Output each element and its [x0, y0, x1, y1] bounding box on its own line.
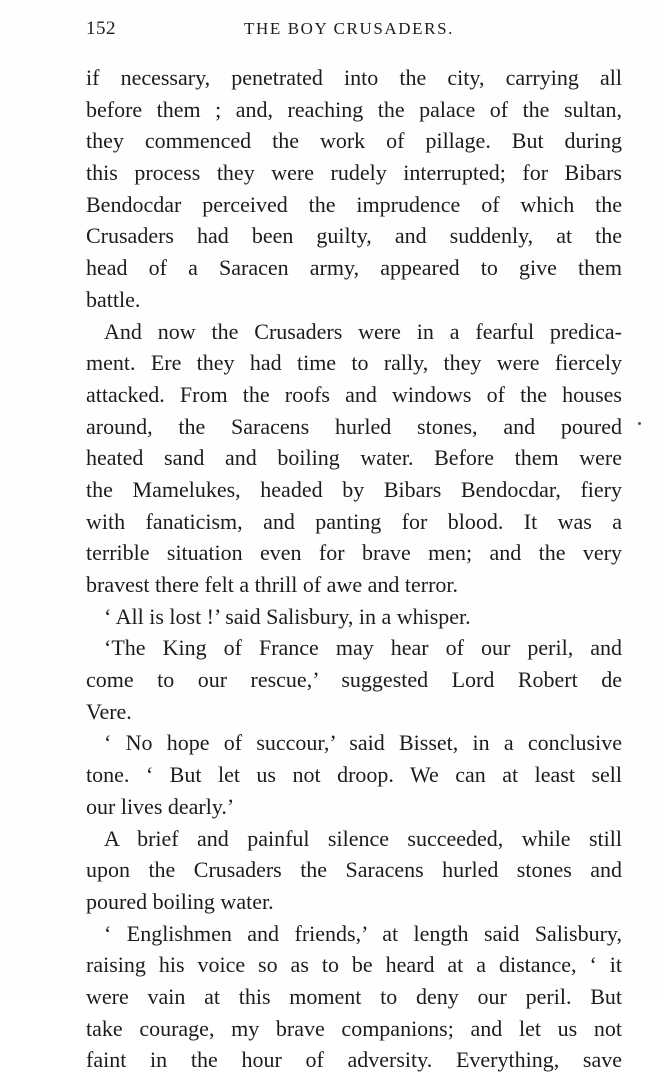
text-line: raising his voice so as to be heard at a distance, ‘ it: [86, 952, 622, 978]
running-head: [0, 18, 667, 44]
text-line: tone. ‘ But let us not droop. We can at least sell: [86, 762, 622, 788]
text-line: Bendocdar perceived the imprudence of which the: [86, 191, 622, 217]
text-line: before them ; and, reaching the palace of the sultan,: [86, 96, 622, 122]
text-line: Vere.: [86, 698, 132, 724]
text-line: the Mamelukes, headed by Bibars Bendocdar, fiery: [86, 476, 622, 502]
text-line: faint in the hour of adversity. Everything, save: [86, 1047, 622, 1073]
text-line: ‘ Englishmen and friends,’ at length said Salisbury,: [104, 920, 622, 946]
text-line: around, the Saracens hurled stones, and poured: [86, 413, 622, 439]
text-line: ‘The King of France may hear of our peril, and: [104, 635, 622, 661]
text-line: our lives dearly.’: [86, 793, 235, 819]
text-line: poured boiling water.: [86, 888, 274, 914]
text-line: upon the Crusaders the Saracens hurled stones and: [86, 857, 622, 883]
text-line: bravest there felt a thrill of awe and terror.: [86, 572, 459, 597]
text-line: this process they were rudely interrupted; for Bibars: [86, 160, 622, 186]
text-line: heated sand and boiling water. Before them were: [86, 445, 622, 471]
text-line: if necessary, penetrated into the city, carrying all: [86, 65, 622, 90]
text-line: ‘ No hope of succour,’ said Bisset, in a conclusive: [104, 730, 622, 756]
running-title: THE BOY CRUSADERS.: [244, 19, 454, 38]
text-line: with fanaticism, and panting for blood. It was a: [86, 508, 622, 534]
text-line: battle.: [86, 286, 141, 312]
text-line: head of a Saracen army, appeared to give them: [86, 255, 622, 281]
text-line: come to our rescue,’ suggested Lord Robert de: [86, 667, 622, 693]
text-line: A brief and painful silence succeeded, while still: [104, 825, 622, 851]
text-line: attacked. From the roofs and windows of the houses: [86, 381, 622, 407]
text-line: take courage, my brave companions; and let us not: [86, 1015, 622, 1041]
text-line: And now the Crusaders were in a fearful predica-: [104, 318, 622, 344]
text-line: ment. Ere they had time to rally, they were fiercely: [86, 350, 622, 376]
text-line: ‘ All is lost !’ said Salisbury, in a whisper.: [104, 603, 471, 629]
text-line: they commenced the work of pillage. But during: [86, 128, 622, 154]
page-number: 152: [86, 18, 116, 39]
text-line: were vain at this moment to deny our peril. But: [86, 983, 622, 1009]
text-line: Crusaders had been guilty, and suddenly, at the: [86, 223, 622, 249]
margin-speck: [638, 422, 641, 425]
text-line: terrible situation even for brave men; and the very: [86, 540, 622, 566]
body-text: [86, 62, 622, 1076]
